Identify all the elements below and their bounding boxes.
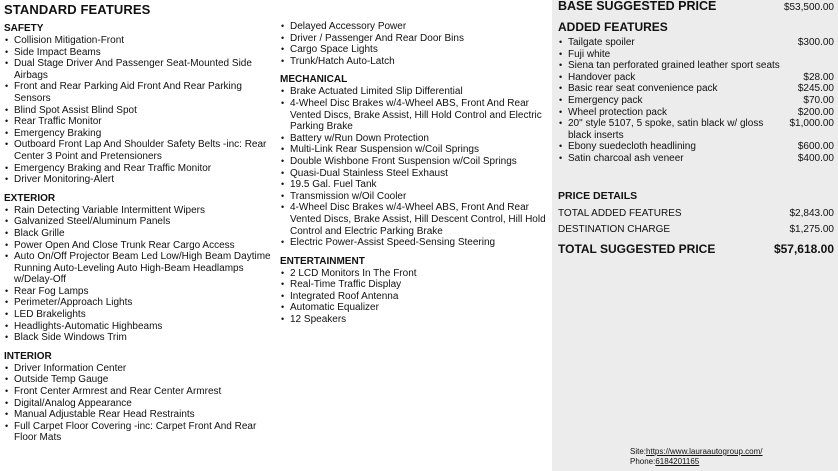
standard-features-column-2 <box>280 21 552 333</box>
feature-item: • Front and Rear Parking Aid Front And Rear Parking Sensors <box>4 81 280 104</box>
base-price-label: BASE SUGGESTED PRICE <box>558 0 717 13</box>
pricing-panel <box>552 0 838 471</box>
feature-item: • Cargo Space Lights <box>280 44 552 56</box>
phone-link[interactable]: 6184201165 <box>655 457 700 466</box>
feature-item: • Driver Information Center <box>4 363 280 375</box>
added-feature-name: • Ebony suedecloth headlining <box>568 141 696 153</box>
col2-lead-list <box>280 21 552 67</box>
feature-item: • Driver / Passenger And Rear Door Bins <box>280 33 552 45</box>
added-feature-name: • Tailgate spoiler <box>568 37 635 48</box>
feature-item: • Digital/Analog Appearance <box>4 398 280 410</box>
destination-row <box>558 224 834 235</box>
feature-item: • LED Brakelights <box>4 309 280 321</box>
site-label: Site: <box>630 447 647 456</box>
added-feature-price: $245.00 <box>797 83 834 95</box>
feature-item: • Collision Mitigation-Front <box>4 35 280 47</box>
feature-item: • Outboard Front Lap And Shoulder Safety Belts -inc: Rear Center 3 Point and Pretensioners <box>4 139 280 162</box>
site-link[interactable]: https://www.lauraautogroup.com/ <box>646 447 763 456</box>
base-price-value: $53,500.00 <box>783 2 834 13</box>
feature-item: • Trunk/Hatch Auto-Latch <box>280 56 552 68</box>
added-feature-price: $70.00 <box>803 94 834 106</box>
feature-item: • Full Carpet Floor Covering -inc: Carpet Front And Rear Floor Mats <box>4 421 280 444</box>
added-feature-name: • Basic rear seat convenience pack <box>568 83 718 95</box>
added-feature-name: • Fuji white <box>568 48 611 60</box>
feature-item: • Side Impact Beams <box>4 47 280 59</box>
added-feature-name: • Wheel protection pack <box>568 106 667 118</box>
added-feature-item <box>558 37 834 49</box>
feature-item: • Power Open And Close Trunk Rear Cargo Access <box>4 240 280 252</box>
total-price-row <box>558 242 834 256</box>
feature-list <box>280 268 552 326</box>
feature-list <box>280 86 552 248</box>
added-feature-name: • 20" style 5107, 5 spoke, satin black w/ gloss black inserts <box>568 118 764 141</box>
destination-label: DESTINATION CHARGE <box>558 224 671 235</box>
added-feature-price: $28.00 <box>803 71 834 83</box>
feature-item: • Emergency Braking <box>4 128 280 140</box>
added-feature-item <box>558 60 834 72</box>
added-feature-name: • Siena tan perforated grained leather sport seats <box>568 60 780 72</box>
added-feature-item <box>558 72 834 84</box>
feature-list <box>4 205 280 344</box>
total-price-label: TOTAL SUGGESTED PRICE <box>558 242 716 256</box>
added-feature-item <box>558 153 834 165</box>
section-title: ENTERTAINMENT <box>280 255 365 267</box>
feature-item: • Transmission w/Oil Cooler <box>280 191 552 203</box>
feature-item: • Manual Adjustable Rear Head Restraints <box>4 409 280 421</box>
added-feature-item <box>558 141 834 153</box>
added-feature-price: $200.00 <box>797 106 834 118</box>
feature-item: • Dual Stage Driver And Passenger Seat-Mounted Side Airbags <box>4 58 280 81</box>
added-features-title: ADDED FEATURES <box>558 20 668 34</box>
total-price-value: $57,618.00 <box>773 242 834 256</box>
base-price-row <box>558 0 834 13</box>
feature-item: • 4-Wheel Disc Brakes w/4-Wheel ABS, Front And Rear Vented Discs, Brake Assist, Hill Descent Control, Hill Hold Control and Electric Parking Brake <box>280 202 552 237</box>
feature-item: • Real-Time Traffic Display <box>280 279 552 291</box>
added-feature-price: $1,000.00 <box>789 118 834 130</box>
added-feature-name: • Satin charcoal ash veneer <box>568 152 684 164</box>
feature-item: • Quasi-Dual Stainless Steel Exhaust <box>280 168 552 180</box>
feature-item: • Black Side Windows Trim <box>4 332 280 344</box>
col1-sections <box>4 23 280 444</box>
feature-item: • 2 LCD Monitors In The Front <box>280 268 552 280</box>
feature-item: • Outside Temp Gauge <box>4 374 280 386</box>
feature-item: • Headlights-Automatic Highbeams <box>4 321 280 333</box>
dealer-footer <box>630 447 763 467</box>
added-feature-price: $300.00 <box>797 37 834 48</box>
feature-item: • 12 Speakers <box>280 314 552 326</box>
total-added-value: $2,843.00 <box>789 208 834 219</box>
added-feature-name: • Emergency pack <box>568 94 643 106</box>
feature-list <box>4 35 280 186</box>
section-title: EXTERIOR <box>4 192 56 204</box>
section-title: INTERIOR <box>4 350 52 362</box>
feature-item: • Blind Spot Assist Blind Spot <box>4 105 280 117</box>
feature-item: • Double Wishbone Front Suspension w/Coil Springs <box>280 156 552 168</box>
price-details-title: PRICE DETAILS <box>558 190 638 202</box>
feature-item: • Delayed Accessory Power <box>280 21 552 33</box>
feature-item: • Emergency Braking and Rear Traffic Monitor <box>4 163 280 175</box>
col2-sections <box>280 74 552 325</box>
feature-item: • Auto On/Off Projector Beam Led Low/High Beam Daytime Running Auto-Leveling Auto High-Beam Headlamps w/Delay-Off <box>4 251 280 286</box>
feature-item: • Battery w/Run Down Protection <box>280 133 552 145</box>
added-features-list <box>558 37 834 165</box>
added-feature-item <box>558 49 834 61</box>
feature-item: • 4-Wheel Disc Brakes w/4-Wheel ABS, Front And Rear Vented Discs, Brake Assist, Hill Hold Control and Electric Parking Brake <box>280 98 552 133</box>
added-feature-price: $600.00 <box>797 141 834 153</box>
phone-line <box>630 457 763 467</box>
feature-item: • Driver Monitoring-Alert <box>4 174 280 186</box>
feature-item: • Rear Fog Lamps <box>4 286 280 298</box>
added-feature-item <box>558 107 834 119</box>
feature-item: • Black Grille <box>4 228 280 240</box>
phone-label: Phone: <box>630 457 656 466</box>
section-title: MECHANICAL <box>280 74 348 86</box>
feature-item: • Electric Power-Assist Speed-Sensing Steering <box>280 237 552 249</box>
added-feature-name: • Handover pack <box>568 71 636 83</box>
feature-list <box>4 363 280 444</box>
site-line <box>630 447 763 457</box>
feature-item: • Galvanized Steel/Aluminum Panels <box>4 216 280 228</box>
feature-item: • Perimeter/Approach Lights <box>4 297 280 309</box>
feature-item: • Brake Actuated Limited Slip Differential <box>280 86 552 98</box>
section-title: SAFETY <box>4 23 44 34</box>
feature-item: • Integrated Roof Antenna <box>280 291 552 303</box>
total-added-label: TOTAL ADDED FEATURES <box>558 208 682 219</box>
standard-features-title: STANDARD FEATURES <box>4 2 151 17</box>
feature-item: • Automatic Equalizer <box>280 302 552 314</box>
added-feature-item <box>558 95 834 107</box>
added-feature-item <box>558 118 834 141</box>
destination-value: $1,275.00 <box>789 224 834 235</box>
feature-item: • Rear Traffic Monitor <box>4 116 280 128</box>
total-added-row <box>558 208 834 219</box>
standard-features-column-1 <box>4 2 280 451</box>
feature-item: • 19.5 Gal. Fuel Tank <box>280 179 552 191</box>
added-feature-item <box>558 83 834 95</box>
feature-item: • Multi-Link Rear Suspension w/Coil Springs <box>280 144 552 156</box>
feature-item: • Rain Detecting Variable Intermittent Wipers <box>4 205 280 217</box>
added-feature-price: $400.00 <box>797 152 834 164</box>
feature-item: • Front Center Armrest and Rear Center Armrest <box>4 386 280 398</box>
